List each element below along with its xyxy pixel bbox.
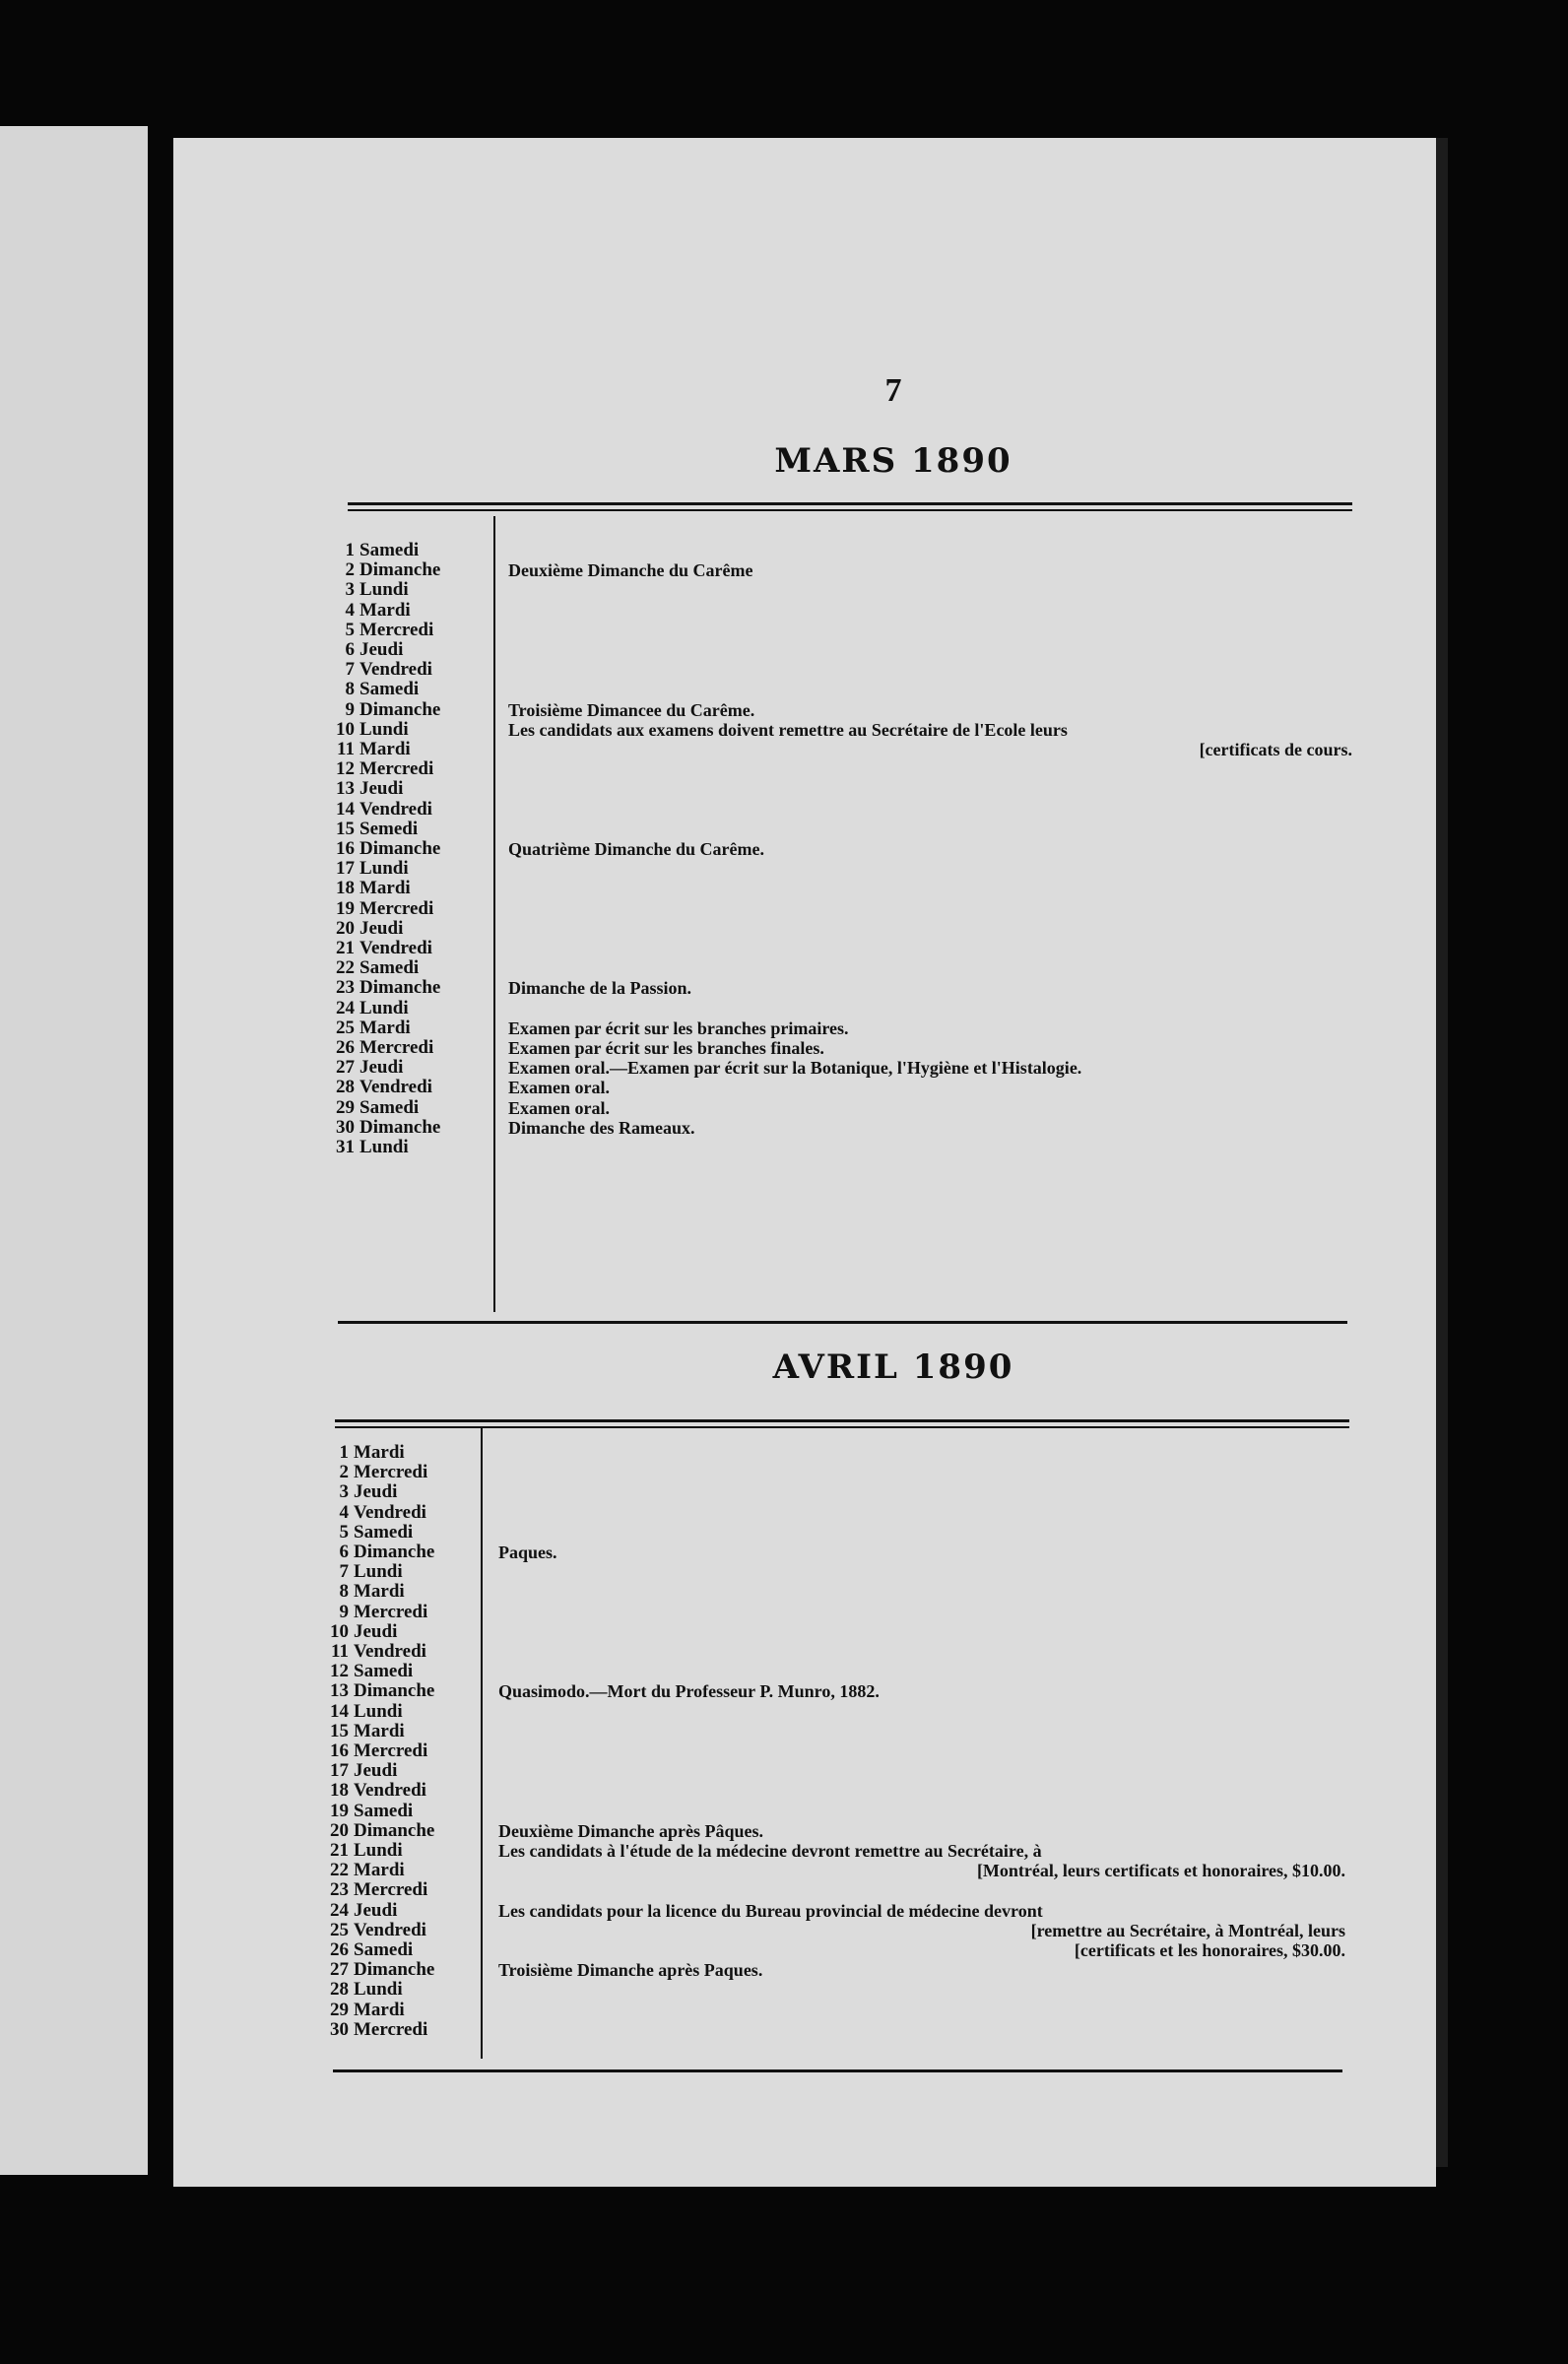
day-row (315, 1841, 434, 1861)
day-number: 2 (345, 559, 355, 581)
day-row (315, 1960, 434, 1980)
day-number: 13 (330, 1680, 349, 1702)
day-row (321, 759, 440, 779)
day-name: Dimanche (354, 1542, 435, 1563)
day-name: Samedi (354, 1661, 414, 1682)
day-name: Jeudi (354, 1760, 398, 1782)
day-row (321, 859, 440, 879)
day-number: 22 (330, 1860, 349, 1881)
april-top-rule (335, 1419, 1349, 1422)
day-row (315, 1622, 434, 1642)
day-row (315, 1503, 434, 1523)
day-row (315, 1980, 434, 2000)
day-row (321, 740, 440, 759)
day-row (315, 1562, 434, 1582)
day-number: 11 (331, 1641, 349, 1663)
day-row (321, 580, 440, 600)
day-number: 13 (336, 778, 355, 800)
day-name: Lundi (354, 1979, 403, 2001)
day-name: Samedi (354, 1800, 414, 1821)
day-number: 27 (336, 1057, 355, 1079)
day-name: Lundi (359, 579, 409, 601)
day-name: Lundi (359, 997, 409, 1018)
day-number: 12 (330, 1661, 349, 1682)
event-text: [certificats de cours. (1199, 740, 1352, 759)
day-number: 9 (339, 1601, 349, 1622)
event-text: Examen par écrit sur les branches primaires. (508, 1018, 849, 1038)
day-number: 24 (330, 1899, 349, 1921)
day-row (315, 1901, 434, 1921)
left-page-edge (0, 126, 148, 2175)
day-row (321, 1138, 440, 1157)
day-name: Mercredi (354, 1879, 428, 1901)
day-number: 7 (339, 1561, 349, 1583)
day-number: 26 (330, 1939, 349, 1961)
event-text: Dimanche des Rameaux. (508, 1117, 695, 1138)
day-number: 14 (330, 1700, 349, 1722)
day-name: Dimanche (359, 698, 441, 720)
day-name: Lundi (354, 1700, 403, 1722)
day-name: Dimanche (359, 1116, 441, 1138)
day-name: Jeudi (359, 917, 404, 939)
day-row (315, 1921, 434, 1940)
day-name: Samedi (354, 1939, 414, 1961)
day-number: 25 (336, 1017, 355, 1038)
day-row (321, 1078, 440, 1097)
day-number: 18 (330, 1780, 349, 1802)
right-page-edge (1436, 138, 1448, 2167)
day-number: 4 (345, 599, 355, 621)
day-number: 20 (336, 917, 355, 939)
day-row (315, 1642, 434, 1662)
day-name: Vendredi (359, 659, 432, 681)
day-name: Mercredi (354, 1740, 428, 1762)
event-text: Deuxième Dimanche après Pâques. (498, 1820, 763, 1841)
event-text: Dimanche de la Passion. (508, 978, 692, 999)
day-row (321, 919, 440, 939)
day-name: Mercredi (359, 619, 434, 640)
day-name: Lundi (354, 1561, 403, 1583)
day-number: 17 (336, 858, 355, 880)
day-row (321, 700, 440, 720)
day-number: 19 (336, 897, 355, 919)
day-name: Jeudi (359, 1057, 404, 1079)
day-row (321, 640, 440, 660)
day-number: 8 (339, 1581, 349, 1603)
day-name: Mercredi (354, 2018, 428, 2040)
day-name: Mardi (354, 1581, 405, 1603)
day-name: Mardi (354, 1720, 405, 1741)
day-row (315, 1702, 434, 1722)
event-text: Les candidats aux examens doivent remettre au Secrétaire de l'Ecole leurs (508, 719, 1068, 740)
day-number: 6 (339, 1542, 349, 1563)
day-number: 29 (336, 1096, 355, 1118)
day-row (321, 1038, 440, 1058)
day-number: 17 (330, 1760, 349, 1782)
day-number: 12 (336, 758, 355, 780)
day-row (321, 720, 440, 740)
day-name: Samedi (354, 1521, 414, 1543)
day-name: Dimanche (354, 1959, 435, 1981)
day-name: Jeudi (354, 1481, 398, 1503)
march-bottom-rule (338, 1321, 1347, 1324)
day-row (315, 1662, 434, 1681)
day-row (321, 820, 440, 839)
day-row (315, 1463, 434, 1482)
day-row (321, 1018, 440, 1038)
day-row (321, 601, 440, 621)
day-row (315, 1681, 434, 1701)
month-title-april: AVRIL 1890 (772, 1347, 1014, 1387)
day-row (315, 1543, 434, 1562)
day-number: 1 (345, 540, 355, 560)
day-row (321, 1058, 440, 1078)
day-name: Lundi (359, 858, 409, 880)
day-name: Mardi (359, 599, 411, 621)
day-row (321, 978, 440, 998)
day-row (321, 879, 440, 898)
day-name: Mardi (359, 878, 411, 899)
event-text: Examen oral. (508, 1078, 610, 1098)
day-number: 24 (336, 997, 355, 1018)
march-top-rule-2 (348, 509, 1352, 511)
day-row (315, 1821, 434, 1841)
page-number: 7 (884, 372, 902, 409)
day-number: 31 (336, 1137, 355, 1158)
event-text: Deuxième Dimanche du Carême (508, 560, 753, 581)
day-name: Mardi (359, 739, 411, 760)
day-number: 15 (336, 818, 355, 839)
day-row (321, 999, 440, 1018)
day-number: 30 (336, 1116, 355, 1138)
day-number: 26 (336, 1037, 355, 1059)
event-text: Quatrième Dimanche du Carême. (508, 839, 764, 859)
day-number: 28 (336, 1077, 355, 1098)
march-column-divider (493, 516, 495, 1312)
day-row (315, 1781, 434, 1801)
day-number: 4 (339, 1501, 349, 1523)
day-name: Lundi (359, 718, 409, 740)
day-row (321, 560, 440, 580)
day-name: Samedi (359, 540, 420, 560)
event-text: Troisième Dimanche après Paques. (498, 1960, 763, 1981)
day-number: 21 (336, 938, 355, 959)
event-text: Paques. (498, 1543, 557, 1562)
day-row (315, 1880, 434, 1900)
day-number: 11 (337, 739, 355, 760)
day-name: Vendredi (354, 1641, 426, 1663)
event-text: Quasimodo.—Mort du Professeur P. Munro, 1882. (498, 1681, 880, 1702)
day-row (315, 2020, 434, 2040)
day-row (315, 1861, 434, 1880)
day-number: 6 (345, 639, 355, 661)
day-name: Jeudi (354, 1899, 398, 1921)
day-number: 7 (345, 659, 355, 681)
day-number: 5 (339, 1521, 349, 1543)
day-name: Mercredi (359, 758, 434, 780)
day-number: 20 (330, 1819, 349, 1841)
day-name: Dimanche (354, 1819, 435, 1841)
event-text: [Montréal, leurs certificats et honoraires, $10.00. (976, 1861, 1345, 1881)
day-row (321, 899, 440, 919)
day-name: Jeudi (359, 639, 404, 661)
day-number: 16 (336, 838, 355, 860)
day-row (315, 2001, 434, 2020)
day-name: Vendredi (354, 1501, 426, 1523)
day-row (315, 1741, 434, 1761)
day-name: Lundi (354, 1840, 403, 1862)
day-number: 9 (345, 698, 355, 720)
day-number: 15 (330, 1720, 349, 1741)
day-number: 21 (330, 1840, 349, 1862)
day-name: Mardi (354, 1999, 405, 2020)
day-row (315, 1443, 434, 1463)
april-column-divider (481, 1428, 483, 2059)
day-number: 29 (330, 1999, 349, 2020)
march-day-list (321, 541, 440, 1157)
day-name: Dimanche (359, 977, 441, 999)
day-name: Mercredi (354, 1462, 428, 1483)
day-name: Dimanche (354, 1680, 435, 1702)
event-text: [certificats et les honoraires, $30.00. (1074, 1940, 1345, 1960)
day-number: 27 (330, 1959, 349, 1981)
day-name: Samedi (359, 1096, 420, 1118)
day-row (315, 1722, 434, 1741)
day-number: 3 (339, 1481, 349, 1503)
day-name: Mardi (359, 1017, 411, 1038)
event-text: Les candidats à l'étude de la médecine devront remettre au Secrétaire, à (498, 1841, 1042, 1861)
day-row (321, 800, 440, 820)
day-name: Semedi (359, 818, 419, 839)
day-row (321, 1098, 440, 1118)
day-row (321, 680, 440, 699)
day-name: Vendredi (359, 798, 432, 820)
day-row (321, 660, 440, 680)
day-name: Dimanche (359, 838, 441, 860)
day-row (321, 939, 440, 958)
day-number: 2 (339, 1462, 349, 1483)
day-name: Vendredi (359, 938, 432, 959)
day-row (315, 1940, 434, 1960)
day-name: Mercredi (359, 897, 434, 919)
day-number: 16 (330, 1740, 349, 1762)
march-top-rule (348, 502, 1352, 505)
event-text: Examen oral.—Examen par écrit sur la Botanique, l'Hygiène et l'Histalogie. (508, 1058, 1082, 1079)
day-name: Jeudi (359, 778, 404, 800)
day-number: 8 (345, 679, 355, 700)
day-number: 10 (330, 1620, 349, 1642)
day-name: Jeudi (354, 1620, 398, 1642)
day-number: 14 (336, 798, 355, 820)
day-number: 10 (336, 718, 355, 740)
day-name: Samedi (359, 679, 420, 700)
day-name: Lundi (359, 1137, 409, 1158)
day-name: Vendredi (359, 1077, 432, 1098)
april-top-rule-2 (335, 1426, 1349, 1428)
day-name: Dimanche (359, 559, 441, 581)
day-number: 23 (330, 1879, 349, 1901)
april-day-list (315, 1443, 434, 2040)
day-number: 19 (330, 1800, 349, 1821)
event-text: Les candidats pour la licence du Bureau provincial de médecine devront (498, 1900, 1043, 1921)
day-row (321, 1118, 440, 1138)
day-row (315, 1761, 434, 1781)
day-name: Vendredi (354, 1780, 426, 1802)
event-text: [remettre au Secrétaire, à Montréal, leurs (1030, 1920, 1345, 1940)
day-number: 3 (345, 579, 355, 601)
day-row (315, 1582, 434, 1602)
day-row (321, 541, 440, 560)
april-bottom-rule (333, 2069, 1342, 2072)
event-text: Troisième Dimancee du Carême. (508, 699, 755, 720)
day-name: Vendredi (354, 1919, 426, 1940)
calendar-page (173, 138, 1436, 2187)
day-name: Mercredi (354, 1601, 428, 1622)
month-title-march: MARS 1890 (774, 441, 1013, 481)
day-row (321, 839, 440, 859)
day-number: 30 (330, 2018, 349, 2040)
day-number: 1 (339, 1442, 349, 1463)
day-name: Mercredi (359, 1037, 434, 1059)
day-number: 18 (336, 878, 355, 899)
day-number: 22 (336, 957, 355, 979)
day-row (321, 621, 440, 640)
event-text: Examen oral. (508, 1097, 610, 1118)
event-text: Examen par écrit sur les branches finales. (508, 1038, 824, 1058)
day-number: 25 (330, 1919, 349, 1940)
day-row (315, 1802, 434, 1821)
day-number: 28 (330, 1979, 349, 2001)
day-row (315, 1603, 434, 1622)
day-number: 5 (345, 619, 355, 640)
day-row (321, 779, 440, 799)
day-name: Samedi (359, 957, 420, 979)
day-row (321, 958, 440, 978)
day-row (315, 1523, 434, 1543)
day-row (315, 1482, 434, 1502)
day-name: Mardi (354, 1442, 405, 1463)
day-name: Mardi (354, 1860, 405, 1881)
day-number: 23 (336, 977, 355, 999)
